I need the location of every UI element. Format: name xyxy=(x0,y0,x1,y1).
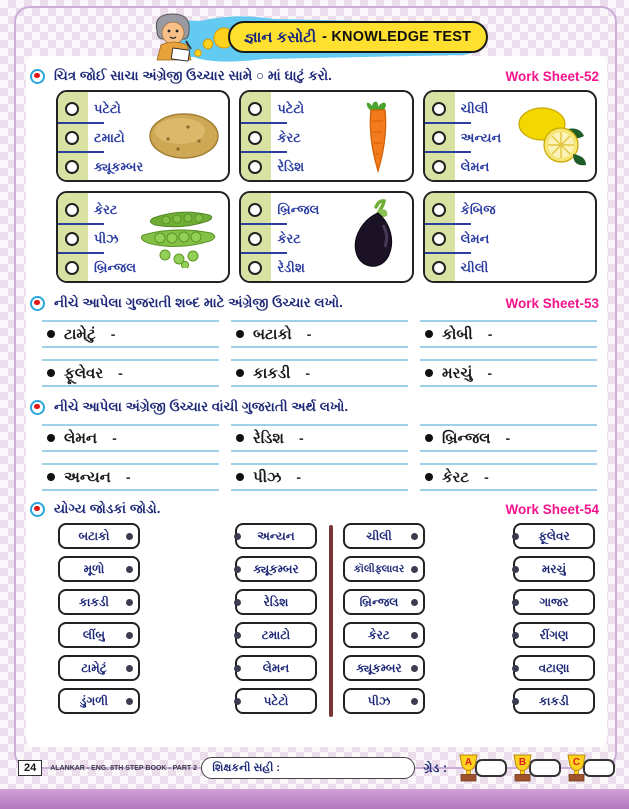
dash: - xyxy=(487,365,493,381)
bullet-red-dot xyxy=(34,300,40,306)
english-word: લેમન xyxy=(64,429,98,447)
radio-circle[interactable] xyxy=(248,203,262,217)
match-column-1 xyxy=(58,523,140,721)
option-label: ક્યૂકમ્બર xyxy=(94,158,144,174)
match-label: બ્રિન્જલ xyxy=(359,594,399,609)
section-bullet-icon xyxy=(30,400,45,415)
item-bullet-icon xyxy=(47,473,55,481)
match-box[interactable] xyxy=(513,622,595,648)
dash: - xyxy=(112,430,117,446)
brinjal-image xyxy=(348,199,400,275)
fill-item xyxy=(231,463,408,491)
connector-dot[interactable] xyxy=(126,632,133,639)
match-label: કૉલીફ્લાવર xyxy=(353,562,405,575)
fill-item xyxy=(231,320,408,348)
connector-dot[interactable] xyxy=(512,566,519,573)
match-label: પટેટો xyxy=(263,693,289,708)
dash: - xyxy=(118,365,123,381)
bottom-purple-bar xyxy=(0,789,629,809)
worksheet52-header xyxy=(30,68,599,84)
item-bullet-icon xyxy=(236,330,244,338)
bullet-red-dot xyxy=(34,506,40,512)
choice-box-potato xyxy=(56,90,230,182)
option-label: કેરટ xyxy=(277,230,301,246)
radio-circle[interactable] xyxy=(432,160,446,174)
connector-dot[interactable] xyxy=(126,566,133,573)
option-label: લેમન xyxy=(460,230,490,246)
dash: - xyxy=(484,469,489,485)
grade-a-unit xyxy=(457,753,507,783)
fill-item xyxy=(231,359,408,387)
match-label: ક્યૂકમ્બર xyxy=(356,660,402,675)
match-column-2 xyxy=(235,523,317,721)
connector-dot[interactable] xyxy=(411,599,418,606)
fill-item xyxy=(420,359,597,387)
radio-circle[interactable] xyxy=(65,102,79,116)
radio-circle[interactable] xyxy=(65,261,79,275)
potato-image xyxy=(145,108,223,164)
match-box[interactable] xyxy=(513,688,595,714)
dash: - xyxy=(110,326,116,342)
match-box[interactable] xyxy=(343,523,425,549)
choice-box-brinjal xyxy=(239,191,413,283)
connector-dot[interactable] xyxy=(411,698,418,705)
worksheet53-header xyxy=(30,295,599,311)
dash: - xyxy=(298,430,304,446)
match-label: ચીલી xyxy=(366,528,392,543)
dash: - xyxy=(505,430,511,446)
fill-item xyxy=(42,463,219,491)
radio-circle[interactable] xyxy=(248,232,262,246)
radio-circle[interactable] xyxy=(432,203,446,217)
match-label: ફૂલેવર xyxy=(538,528,570,543)
option-label: લેમન xyxy=(460,158,490,174)
match-box[interactable] xyxy=(235,655,317,681)
signature-blank[interactable] xyxy=(280,758,414,778)
match-box[interactable] xyxy=(58,589,140,615)
answer-blank[interactable] xyxy=(130,465,219,489)
bullet-red-dot xyxy=(34,404,40,410)
match-label: બટાકો xyxy=(78,528,110,543)
gujarati-word: કોબી xyxy=(442,325,473,343)
dash: - xyxy=(487,326,493,342)
grade-b-letter: B xyxy=(518,757,527,768)
answer-blank[interactable] xyxy=(310,361,408,385)
match-label: ગાજર xyxy=(539,594,569,609)
connector-dot[interactable] xyxy=(411,632,418,639)
gujarati-word: કાકડી xyxy=(253,364,291,382)
english-word: રેડિશ xyxy=(253,429,284,447)
connector-dot[interactable] xyxy=(512,698,519,705)
page-title xyxy=(228,21,488,53)
worksheet54-header xyxy=(30,501,599,517)
gujarati-word: મરચું xyxy=(442,364,473,382)
match-box[interactable] xyxy=(343,655,425,681)
page-number: 24 xyxy=(18,760,42,776)
grade-b-unit xyxy=(511,753,561,783)
answer-blank[interactable] xyxy=(492,361,597,385)
grade-a-letter: A xyxy=(464,757,473,768)
match-box[interactable] xyxy=(343,589,425,615)
english-word: પીઝ xyxy=(253,468,282,486)
connector-dot[interactable] xyxy=(512,599,519,606)
connector-dot[interactable] xyxy=(234,698,241,705)
match-box[interactable] xyxy=(235,688,317,714)
match-label: ટમાટો xyxy=(261,627,291,642)
match-box[interactable] xyxy=(513,523,595,549)
match-label: રેડિશ xyxy=(263,594,289,609)
connector-dot[interactable] xyxy=(411,533,418,540)
option-label: અન્યન xyxy=(460,129,502,145)
match-box[interactable] xyxy=(513,655,595,681)
match-label: લેમન xyxy=(262,660,290,675)
match-box[interactable] xyxy=(343,688,425,714)
connector-dot[interactable] xyxy=(234,566,241,573)
section-bullet-icon xyxy=(30,69,45,84)
page-title-english: - KNOWLEDGE TEST xyxy=(322,29,472,45)
gujarati-word: ટામેટું xyxy=(64,325,96,343)
connector-dot[interactable] xyxy=(234,533,241,540)
connector-dot[interactable] xyxy=(234,599,241,606)
worksheet53-instruction: નીચે આપેલા ગુજરાતી શબ્દ માટે અંગ્રેજી ઉચ્ચાર લખો. xyxy=(54,295,343,310)
item-bullet-icon xyxy=(47,434,55,442)
option-label: બ્રિન્જલ xyxy=(277,201,320,217)
trophy-b-icon xyxy=(511,753,534,782)
dash: - xyxy=(296,469,302,485)
worksheet53-label: Work Sheet-53 xyxy=(505,295,599,311)
option-label: રેડીશ xyxy=(277,259,305,275)
radio-circle[interactable] xyxy=(432,131,446,145)
dash: - xyxy=(305,365,311,381)
choice-box-carrot xyxy=(239,90,413,182)
connector-dot[interactable] xyxy=(126,698,133,705)
lemon-image xyxy=(516,104,590,168)
worksheet52-label: Work Sheet-52 xyxy=(505,68,599,84)
option-label: ચીલી xyxy=(460,100,489,116)
trophy-c-icon xyxy=(565,753,588,782)
fill-item xyxy=(42,320,219,348)
radio-circle[interactable] xyxy=(432,102,446,116)
header-badge xyxy=(142,12,488,62)
match-label: અન્યન xyxy=(257,528,295,543)
grade-c-letter: C xyxy=(572,757,581,768)
match-box[interactable] xyxy=(513,589,595,615)
fill-item xyxy=(231,424,408,452)
match-label: મરચું xyxy=(541,561,567,576)
carrot-image xyxy=(358,97,398,175)
match-column-4 xyxy=(513,523,595,721)
trophy-a-icon xyxy=(457,753,480,782)
connector-dot[interactable] xyxy=(126,533,133,540)
match-box[interactable] xyxy=(235,523,317,549)
grade-label: ગ્રેડ : xyxy=(423,760,447,775)
section3-header xyxy=(30,399,599,415)
option-label: પટેટો xyxy=(94,100,121,116)
option-label: ટમાટો xyxy=(94,129,125,145)
connector-dot[interactable] xyxy=(411,665,418,672)
radio-circle[interactable] xyxy=(432,232,446,246)
match-label: રીંગણ xyxy=(539,627,569,642)
answer-blank[interactable] xyxy=(123,361,219,385)
matching-area xyxy=(30,523,599,723)
radio-circle[interactable] xyxy=(65,160,79,174)
english-word: કેરટ xyxy=(442,468,470,486)
match-box[interactable] xyxy=(513,556,595,582)
page-footer xyxy=(18,753,615,783)
answer-blank[interactable] xyxy=(304,426,408,450)
match-box[interactable] xyxy=(235,556,317,582)
worksheet54-instruction: યોગ્ય જોડકાં જોડો. xyxy=(54,501,161,516)
peas-image xyxy=(133,206,223,268)
grade-c-unit xyxy=(565,753,615,783)
match-box[interactable] xyxy=(343,622,425,648)
match-box[interactable] xyxy=(58,523,140,549)
item-bullet-icon xyxy=(425,330,433,338)
match-box[interactable] xyxy=(58,688,140,714)
option-label: ચીલી xyxy=(460,259,489,275)
radio-circle[interactable] xyxy=(248,102,262,116)
fill-item xyxy=(420,320,597,348)
match-box[interactable] xyxy=(58,655,140,681)
option-label: બ્રિન્જલ xyxy=(94,259,137,275)
match-box[interactable] xyxy=(58,622,140,648)
match-label: લીંબુ xyxy=(82,627,106,642)
radio-circle[interactable] xyxy=(248,261,262,275)
radio-circle[interactable] xyxy=(65,232,79,246)
match-box[interactable] xyxy=(235,589,317,615)
answer-blank[interactable] xyxy=(489,465,597,489)
match-label: ડુંગળી xyxy=(79,693,109,708)
connector-dot[interactable] xyxy=(234,632,241,639)
student-writing-icon xyxy=(148,10,200,64)
choice-box-lemon xyxy=(423,90,597,182)
answer-blank[interactable] xyxy=(311,322,408,346)
item-bullet-icon xyxy=(236,473,244,481)
fill-item xyxy=(420,463,597,491)
gujarati-word: ફૂલેવર xyxy=(64,364,104,382)
page-title-gujarati: જ્ઞાન કસોટી xyxy=(243,28,317,46)
section-bullet-icon xyxy=(30,502,45,517)
choice-box-cabbage xyxy=(423,191,597,283)
signature-label: શિક્ષકની સહી : xyxy=(212,761,281,774)
connector-dot[interactable] xyxy=(411,566,418,573)
match-label: કાકડી xyxy=(79,594,109,609)
section3-instruction: નીચે આપેલા અંગ્રેજી ઉચ્ચાર વાંચી ગુજરાતી અર્થ લખો. xyxy=(54,399,349,414)
match-label: ક્યૂકમ્બર xyxy=(253,561,299,576)
answer-blank[interactable] xyxy=(510,426,597,450)
radio-circle[interactable] xyxy=(248,131,262,145)
option-label: પીઝ xyxy=(94,230,119,246)
item-bullet-icon xyxy=(425,369,433,377)
teacher-signature-field xyxy=(201,757,415,779)
connector-dot[interactable] xyxy=(512,665,519,672)
fill-item xyxy=(420,424,597,452)
item-bullet-icon xyxy=(236,369,244,377)
match-label: વટાણા xyxy=(538,660,570,675)
fill-item xyxy=(42,424,219,452)
match-label: કાકડી xyxy=(539,693,569,708)
radio-circle[interactable] xyxy=(65,203,79,217)
match-label: પીઝ xyxy=(367,693,391,708)
radio-circle[interactable] xyxy=(248,160,262,174)
gujarati-word: બટાકો xyxy=(253,325,292,343)
book-title: ALANKAR - ENG. 8TH STEP BOOK - PART 2 xyxy=(50,764,198,772)
choice-box-peas xyxy=(56,191,230,283)
english-word: અન્યન xyxy=(64,468,111,486)
option-label: કેરટ xyxy=(277,129,301,145)
answer-blank[interactable] xyxy=(117,426,219,450)
connector-dot[interactable] xyxy=(234,665,241,672)
item-bullet-icon xyxy=(47,330,55,338)
match-label: કેરટ xyxy=(368,627,390,642)
dash: - xyxy=(125,469,131,485)
option-label: રેડિશ xyxy=(277,158,305,174)
matching-divider-line xyxy=(329,525,333,717)
radio-circle[interactable] xyxy=(432,261,446,275)
match-label: મૂળો xyxy=(83,561,105,576)
match-column-3 xyxy=(343,523,425,721)
answer-blank[interactable] xyxy=(301,465,408,489)
item-bullet-icon xyxy=(425,434,433,442)
connector-dot[interactable] xyxy=(126,665,133,672)
item-bullet-icon xyxy=(425,473,433,481)
option-label: પટેટો xyxy=(277,100,305,116)
answer-blank[interactable] xyxy=(492,322,597,346)
connector-dot[interactable] xyxy=(126,599,133,606)
section3-fill-grid xyxy=(42,424,597,491)
connector-dot[interactable] xyxy=(512,632,519,639)
worksheet52-instruction: ચિત્ર જોઈ સાચા અંગ્રેજી ઉચ્ચાર સામે ○ માં ઘાટું કરો. xyxy=(54,68,332,83)
match-label: ટામેટું xyxy=(81,660,107,675)
radio-circle[interactable] xyxy=(65,131,79,145)
dash: - xyxy=(306,326,312,342)
match-box[interactable] xyxy=(58,556,140,582)
connector-dot[interactable] xyxy=(512,533,519,540)
english-word: બ્રિન્જલ xyxy=(442,429,491,447)
choice-box-grid xyxy=(56,90,597,283)
answer-blank[interactable] xyxy=(115,322,219,346)
worksheet54-label: Work Sheet-54 xyxy=(505,501,599,517)
match-box[interactable] xyxy=(343,556,425,582)
match-box[interactable] xyxy=(235,622,317,648)
option-label: કેરટ xyxy=(94,201,118,217)
bullet-red-dot xyxy=(34,73,40,79)
item-bullet-icon xyxy=(47,369,55,377)
section-bullet-icon xyxy=(30,296,45,311)
fill-item xyxy=(42,359,219,387)
option-label: કેબિજ xyxy=(460,201,496,217)
worksheet53-fill-grid xyxy=(42,320,597,387)
item-bullet-icon xyxy=(236,434,244,442)
